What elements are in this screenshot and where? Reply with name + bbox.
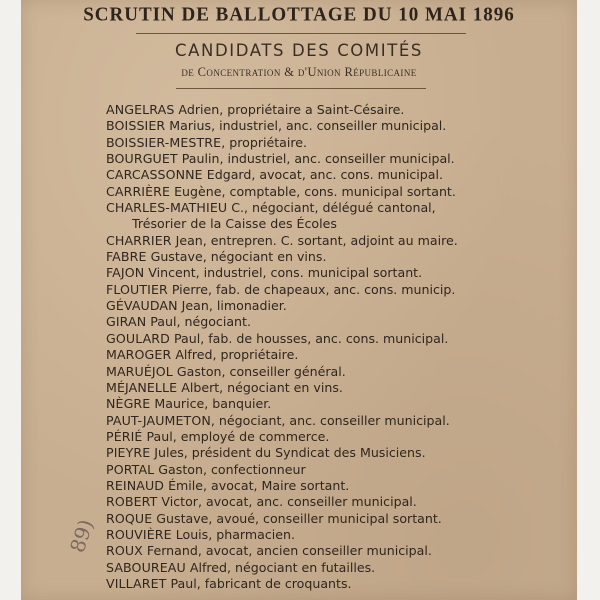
candidate-description: Gaston, conseiller général. [172,363,346,379]
document-page [21,0,577,600]
candidate-name: NÈGRE [106,396,151,412]
candidate-item [106,494,576,510]
candidate-name: BOURGUET [106,151,178,167]
candidate-item [106,233,576,249]
candidate-item [106,167,576,183]
candidate-name: PORTAL [106,461,155,477]
candidate-name: FLOUTIER [106,281,168,297]
candidate-description: Marius, industriel, anc. conseiller municipal. [165,118,447,134]
candidate-description: Alfred, négociant en futailles. [185,559,376,575]
candidate-description: , négociant, anc. conseiller municipal. [210,412,450,428]
candidate-description: Paul, négociant. [146,314,251,330]
subtitle: CANDIDATS DES COMITÉS [175,41,423,60]
candidate-item [106,249,576,265]
candidate-description: Alfred, propriétaire. [171,347,299,363]
candidate-continuation [106,216,576,232]
candidate-name: GIRAN [106,314,147,330]
candidate-name: GÉVAUDAN [106,298,178,314]
candidate-description: C., négociant, délégué cantonal, [227,200,436,216]
candidate-name: ROBERT [106,494,158,510]
candidate-name: GOULARD [106,330,170,346]
candidate-name: FABRE [106,249,147,265]
candidate-description: Edgard, avocat, anc. cons. municipal. [202,167,444,183]
candidate-item [106,576,576,592]
candidate-item [106,314,576,330]
candidate-item [106,200,576,216]
candidate-list [106,102,576,592]
candidate-item [106,265,576,281]
candidate-item [106,429,576,445]
candidate-description: Gustave, avoué, conseiller municipal sortant. [152,510,442,526]
candidate-item [106,380,576,396]
candidate-item [106,151,576,167]
candidate-name: FAJON [106,265,145,281]
candidate-item [106,413,576,429]
candidate-name: SABOUREAU [106,559,186,575]
candidate-name: CARRIÈRE [106,183,171,199]
candidate-description: Paul, fabricant de croquants. [166,575,352,591]
candidate-description: Trésorier de la Caisse des Écoles [132,216,337,232]
candidate-name: CHARLES-MATHIEU [106,200,228,216]
candidate-item [106,560,576,576]
candidate-name: CARCASSONNE [106,167,203,183]
candidate-description: Fernand, avocat, ancien conseiller municipal. [142,543,432,559]
title-divider [136,33,466,34]
candidate-name: REINAUD [106,477,165,493]
page-title: SCRUTIN DE BALLOTTAGE DU 10 MAI 1896 [83,3,515,26]
candidate-item [106,462,576,478]
candidate-description: Albert, négociant en vins. [177,379,343,395]
candidate-description: Paul, employé de commerce. [142,428,330,444]
candidate-name: MARUÉJOL [106,363,173,379]
candidate-description: Paulin, industriel, anc. conseiller municipal. [177,151,455,167]
candidate-description: Jules, président du Syndicat des Musiciens. [150,445,426,461]
candidate-description: Paul, fab. de housses, anc. cons. municipal. [169,330,449,346]
candidate-description: Gustave, négociant en vins. [146,249,327,265]
subtitle-divider [176,88,426,89]
candidate-name: PÉRIÉ [106,428,143,444]
candidate-name: VILLARET [106,575,167,591]
candidate-name: ROQUE [106,510,153,526]
candidate-item [106,511,576,527]
candidate-description: Eugène, comptable, cons. municipal sortant. [170,183,456,199]
candidate-description: Jean, limonadier. [177,298,287,314]
candidate-name: BOISSIER-MESTRE [106,134,222,150]
candidate-item [106,298,576,314]
candidate-description: Louis, pharmacien. [171,526,296,542]
candidate-item [106,445,576,461]
subtitle-committees: de Concentration & d'Union Républicaine [181,65,417,79]
candidate-description: Jean, entrepren. C. sortant, adjoint au maire. [171,232,458,248]
candidate-description: Adrien, propriétaire a Saint-Césaire. [174,102,405,117]
candidate-description: Gaston, confectionneur [154,461,306,477]
candidate-item [106,478,576,494]
candidate-item [106,396,576,412]
candidate-item [106,135,576,151]
candidate-item [106,118,576,134]
candidate-description: Pierre, fab. de chapeaux, anc. cons. municip. [167,281,456,297]
candidate-name: MÉJANELLE [106,379,178,395]
candidate-name: PIEYRE [106,445,151,461]
candidate-description: Victor, avocat, anc. conseiller municipal. [157,494,417,510]
candidate-item [106,347,576,363]
candidate-name: CHARRIER [106,232,172,248]
candidate-item [106,102,576,118]
candidate-description: , propriétaire. [221,134,308,150]
candidate-item [106,331,576,347]
candidate-name: MAROGER [106,347,172,363]
candidate-name: ANGELRAS [106,102,175,117]
candidate-item [106,282,576,298]
candidate-item [106,364,576,380]
pencil-annotation: 89) [65,516,99,556]
candidate-item [106,543,576,559]
candidate-name: BOISSIER [106,118,166,134]
candidate-description: Émile, avocat, Maire sortant. [164,477,350,493]
candidate-item [106,184,576,200]
candidate-description: Vincent, industriel, cons. municipal sortant. [144,265,423,281]
candidate-name: ROUVIÈRE [106,526,172,542]
candidate-name: PAUT-JAUMETON [106,412,211,428]
candidate-item [106,527,576,543]
candidate-name: ROUX [106,543,143,559]
candidate-description: Maurice, banquier. [150,396,272,412]
